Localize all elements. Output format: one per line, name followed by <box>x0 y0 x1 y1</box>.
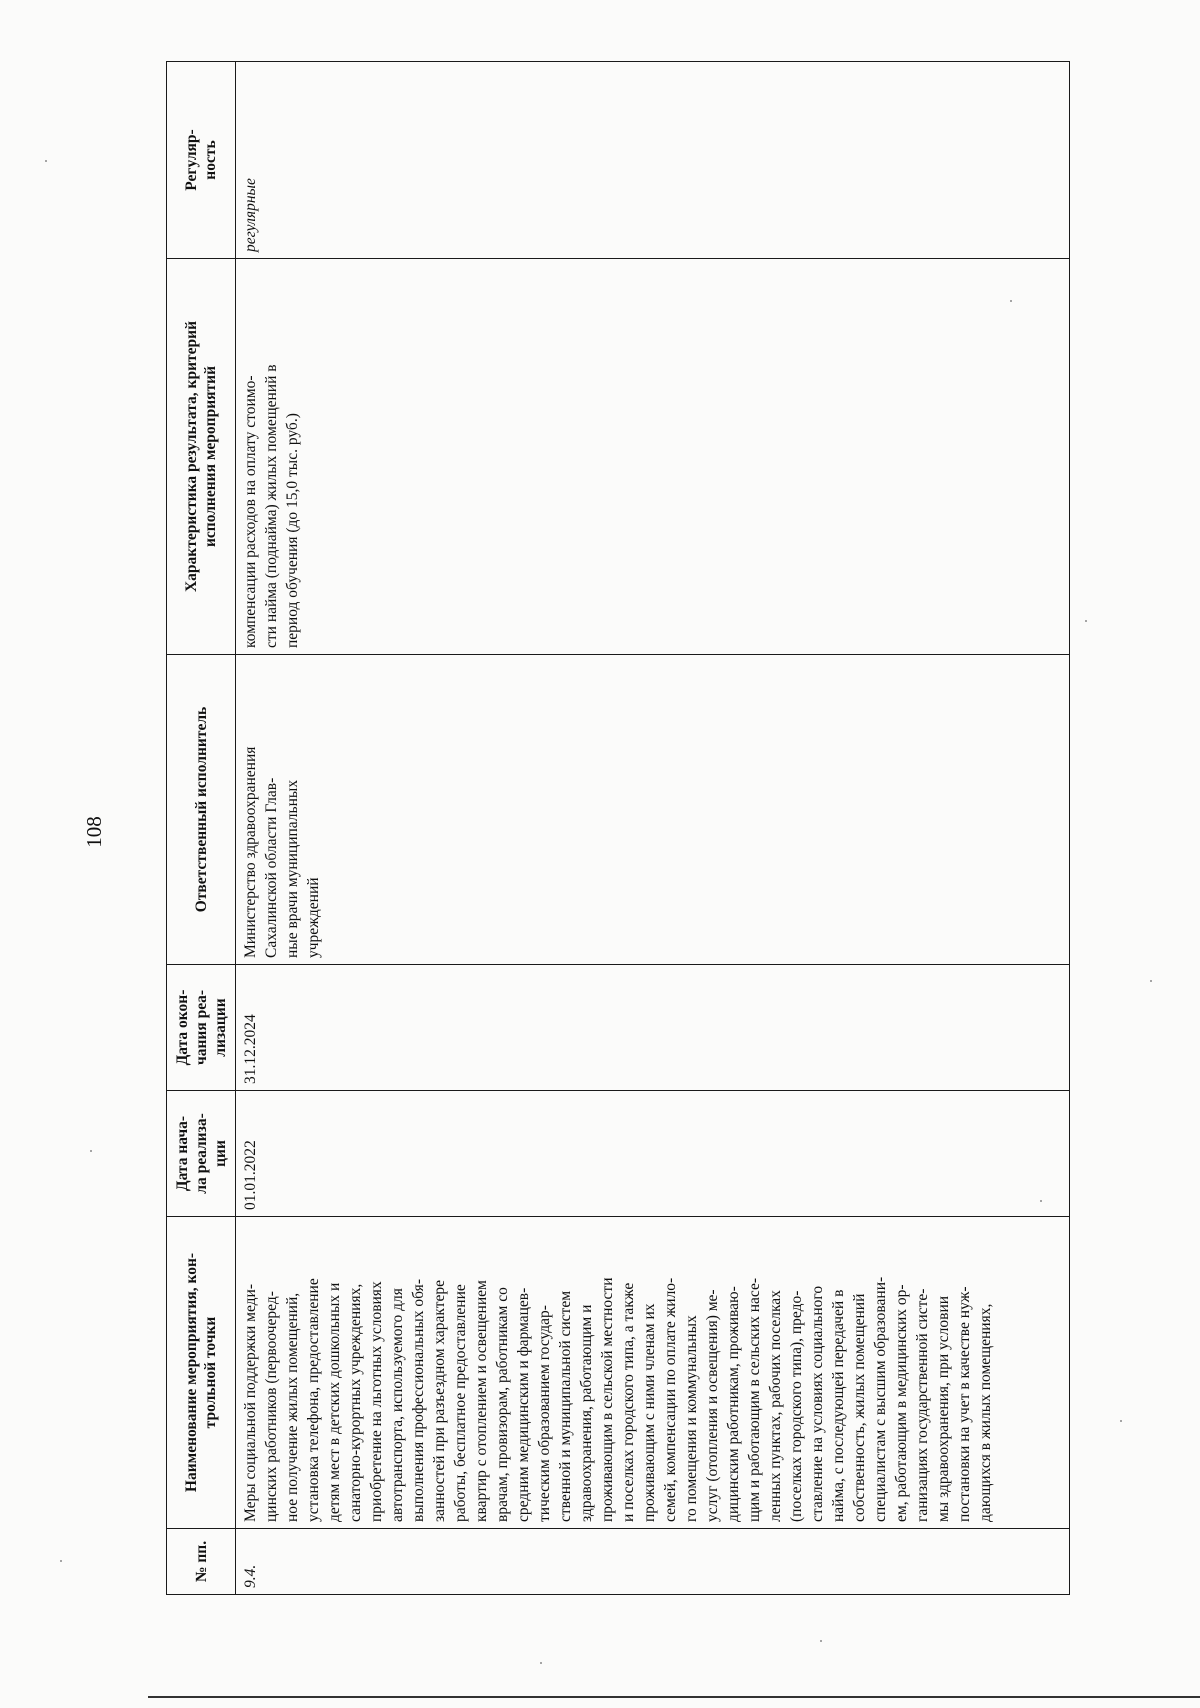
measure-line: дающихся в жилых помещениях, <box>977 1303 994 1522</box>
header-measure-name <box>167 1217 236 1529</box>
cell-measure-name <box>236 1217 1070 1529</box>
result-line: период обучения (до 15,0 тыс. руб.) <box>284 413 301 648</box>
cell-regularity <box>236 62 1070 259</box>
header-number-text: № пп. <box>192 1540 210 1583</box>
header-end-date-line: Дата окон- <box>173 989 191 1066</box>
measure-line: детям мест в детских дошкольных и <box>326 1282 343 1522</box>
header-end-date-line: лизации <box>211 998 229 1057</box>
executor-line: ные врачи муниципальных <box>284 779 301 958</box>
header-start-date-line: Дата нача- <box>173 1115 191 1192</box>
scan-speck <box>60 1560 62 1562</box>
bottom-page-rule <box>148 1696 1200 1698</box>
measure-line: установка телефона, предоставление <box>305 1278 322 1522</box>
measure-line: ем, работающим в медицинских ор- <box>893 1284 910 1522</box>
table-header-row <box>167 62 236 1595</box>
cell-start-date <box>236 1091 1070 1217</box>
scan-speck <box>1040 1200 1042 1202</box>
measure-line: приобретение на льготных условиях <box>368 1281 385 1522</box>
cell-number <box>236 1529 1070 1595</box>
measure-line: ганизациях государственной систе- <box>914 1288 931 1522</box>
measure-line: и поселках городского типа, а также <box>620 1282 637 1522</box>
executor-line: Сахалинской области Глав- <box>263 777 280 958</box>
cell-regularity-text: регулярные <box>242 178 259 252</box>
measure-line: врачам, провизорам, работникам со <box>494 1287 511 1522</box>
measure-line: работы, бесплатное предоставление <box>452 1284 469 1522</box>
measure-line: специалистам с высшим образовани- <box>872 1276 889 1522</box>
measure-line: найма, с последующей передачей в <box>830 1289 847 1522</box>
header-responsible-executor-text: Ответственный исполнитель <box>192 706 210 913</box>
measure-line: услуг (отопления и освещения) ме- <box>704 1289 721 1522</box>
scan-speck <box>1085 620 1087 622</box>
measure-line: здравоохранения, работающим и <box>578 1304 595 1522</box>
header-end-date <box>167 965 236 1091</box>
result-line: компенсации расходов на оплату стоимо- <box>242 375 259 648</box>
header-start-date-line: ла реализа- <box>192 1113 210 1194</box>
measure-line: санаторно-курортных учреждениях, <box>347 1283 364 1522</box>
header-start-date <box>167 1091 236 1217</box>
measure-line: автотранспорта, используемого для <box>389 1288 406 1522</box>
scan-speck <box>540 1662 542 1664</box>
header-end-date-line: чания реа- <box>192 989 210 1066</box>
header-result-line: Характеристика результата, критерий <box>183 321 200 593</box>
measure-line: тическим образованием государ- <box>536 1305 553 1522</box>
header-number <box>167 1529 236 1595</box>
measure-line: цинских работников (первоочеред- <box>263 1291 280 1522</box>
measure-line: ленных пунктах, рабочих поселках <box>767 1290 784 1522</box>
header-result-line: исполнения мероприятий <box>202 365 219 548</box>
scan-speck <box>90 1150 92 1152</box>
executor-line: Министерство здравоохранения <box>242 746 259 958</box>
measures-table <box>166 61 1070 1595</box>
cell-responsible-executor <box>236 655 1070 965</box>
measure-line: ное получение жилых помещений, <box>284 1292 301 1522</box>
page-number: 108 <box>82 816 106 848</box>
cell-number-text: 9.4. <box>242 1564 259 1588</box>
header-regularity-line: ность <box>202 140 219 180</box>
header-start-date-line: ции <box>211 1140 229 1167</box>
cell-end-date-text: 31.12.2024 <box>242 1014 259 1084</box>
executor-line: учреждений <box>305 877 322 958</box>
table-row <box>236 62 1070 1595</box>
measure-line: занностей при разъездном характере <box>431 1279 448 1522</box>
cell-start-date-text: 01.01.2022 <box>242 1140 259 1210</box>
header-measure-name-line: трольной точки <box>202 1316 219 1429</box>
cell-end-date <box>236 965 1070 1091</box>
header-regularity-line: Регуляр- <box>183 129 200 191</box>
measure-line: выполнения профессиональных обя- <box>410 1279 427 1522</box>
measure-line: средним медицинским и фармацев- <box>515 1287 532 1522</box>
header-responsible-executor <box>167 655 236 965</box>
scan-speck <box>1150 980 1152 982</box>
measure-line: ственной и муниципальной систем <box>557 1290 574 1522</box>
measure-line: го помещения и коммунальных <box>683 1315 700 1522</box>
measure-line: постановки на учет в качестве нуж- <box>956 1286 973 1522</box>
measure-line: собственность, жилых помещений <box>851 1293 868 1522</box>
header-measure-name-line: Наименование мероприятия, кон- <box>183 1252 200 1493</box>
measure-line: (поселках городского типа), предо- <box>788 1290 805 1522</box>
header-regularity <box>167 62 236 259</box>
rotated-table-container <box>166 62 1070 1595</box>
header-result-characteristic <box>167 259 236 655</box>
scan-speck <box>820 1640 822 1642</box>
measure-line: дицинским работникам, проживаю- <box>725 1286 742 1522</box>
result-line: сти найма (поднайма) жилых помещений в <box>263 364 280 648</box>
scan-speck <box>1010 300 1012 302</box>
measure-line: Меры социальной поддержки меди- <box>242 1284 259 1522</box>
measure-line: семей, компенсации по оплате жило- <box>662 1277 679 1522</box>
measure-line: квартир с отоплением и освещением <box>473 1280 490 1522</box>
measure-line: щим и работающим в сельских насе- <box>746 1277 763 1522</box>
scan-speck <box>1120 1420 1122 1422</box>
measure-line: проживающим в сельской местности <box>599 1277 616 1522</box>
measure-line: проживающим с ними членам их <box>641 1303 658 1522</box>
measure-line: ставление на условиях социального <box>809 1285 826 1522</box>
measure-line: мы здравоохранения, при условии <box>935 1295 952 1522</box>
cell-result-characteristic <box>236 259 1070 655</box>
scan-speck <box>45 160 47 162</box>
